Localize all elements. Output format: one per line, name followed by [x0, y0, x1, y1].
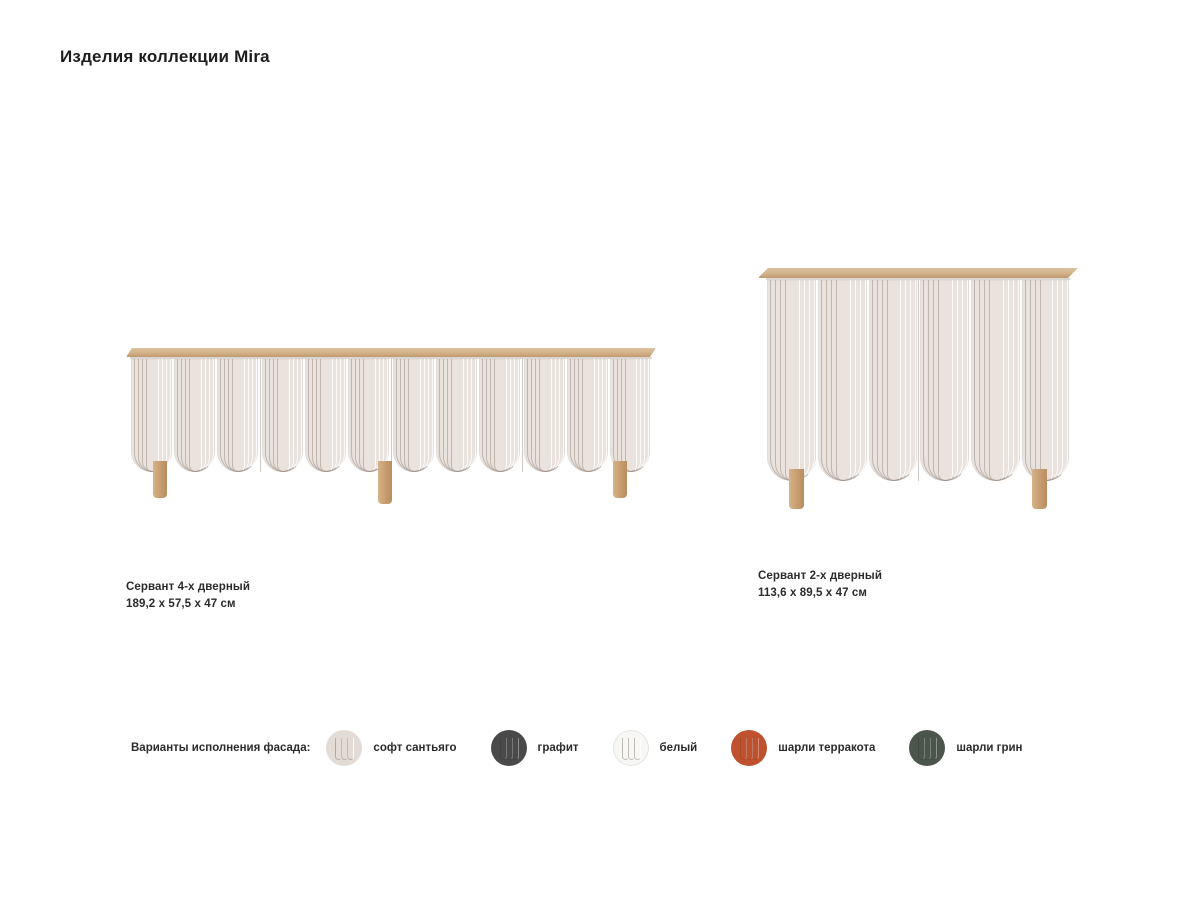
finish-swatch-icon: [491, 730, 527, 766]
cabinet-top-slab: [126, 348, 656, 357]
cabinet-leg: [153, 461, 167, 498]
cabinet-door[interactable]: [130, 359, 260, 472]
finish-name: софт сантьяго: [373, 742, 457, 754]
cabinet-door[interactable]: [919, 280, 1070, 481]
cabinet-door[interactable]: [766, 280, 918, 481]
sideboard-4-door-illustration: [126, 348, 656, 533]
finishes-label: Варианты исполнения фасада:: [131, 742, 311, 754]
cabinet-leg: [378, 461, 392, 504]
sideboard-2-door-illustration: [758, 268, 1078, 533]
product-dimensions: 189,2 x 57,5 x 47 см: [126, 597, 236, 610]
cabinet-leg: [789, 469, 804, 509]
finish-option[interactable]: [326, 730, 456, 766]
page-title: Изделия коллекции Mira: [60, 47, 270, 66]
finish-swatch-icon: [909, 730, 945, 766]
finish-option[interactable]: [731, 730, 875, 766]
finish-option[interactable]: [491, 730, 579, 766]
cabinet-doors-area: [766, 280, 1070, 481]
finish-option[interactable]: [613, 730, 698, 766]
facade-finishes-row: [131, 730, 1057, 766]
cabinet-leg: [613, 461, 627, 498]
finish-swatch-icon: [326, 730, 362, 766]
finish-name: шарли грин: [956, 742, 1023, 754]
cabinet-door[interactable]: [392, 359, 522, 472]
product-dimensions: 113,6 x 89,5 x 47 см: [758, 586, 867, 599]
product-card-sideboard-4-door: [126, 348, 666, 612]
product-caption: [126, 579, 666, 612]
finish-swatch-icon: [613, 730, 649, 766]
product-card-sideboard-2-door: [758, 268, 1098, 601]
finish-name: шарли терракота: [778, 742, 876, 754]
cabinet-door[interactable]: [261, 359, 391, 472]
cabinet-door[interactable]: [523, 359, 652, 472]
product-name: Сервант 2-х дверный: [758, 570, 883, 582]
finish-swatch-icon: [731, 730, 767, 766]
cabinet-top-slab: [758, 268, 1078, 278]
cabinet-doors-area: [130, 359, 652, 472]
product-name: Сервант 4-х дверный: [126, 581, 251, 593]
product-caption: [758, 568, 1098, 601]
finish-name: графит: [537, 742, 579, 754]
finish-name: белый: [659, 742, 698, 754]
cabinet-leg: [1032, 469, 1047, 509]
finish-option[interactable]: [909, 730, 1022, 766]
